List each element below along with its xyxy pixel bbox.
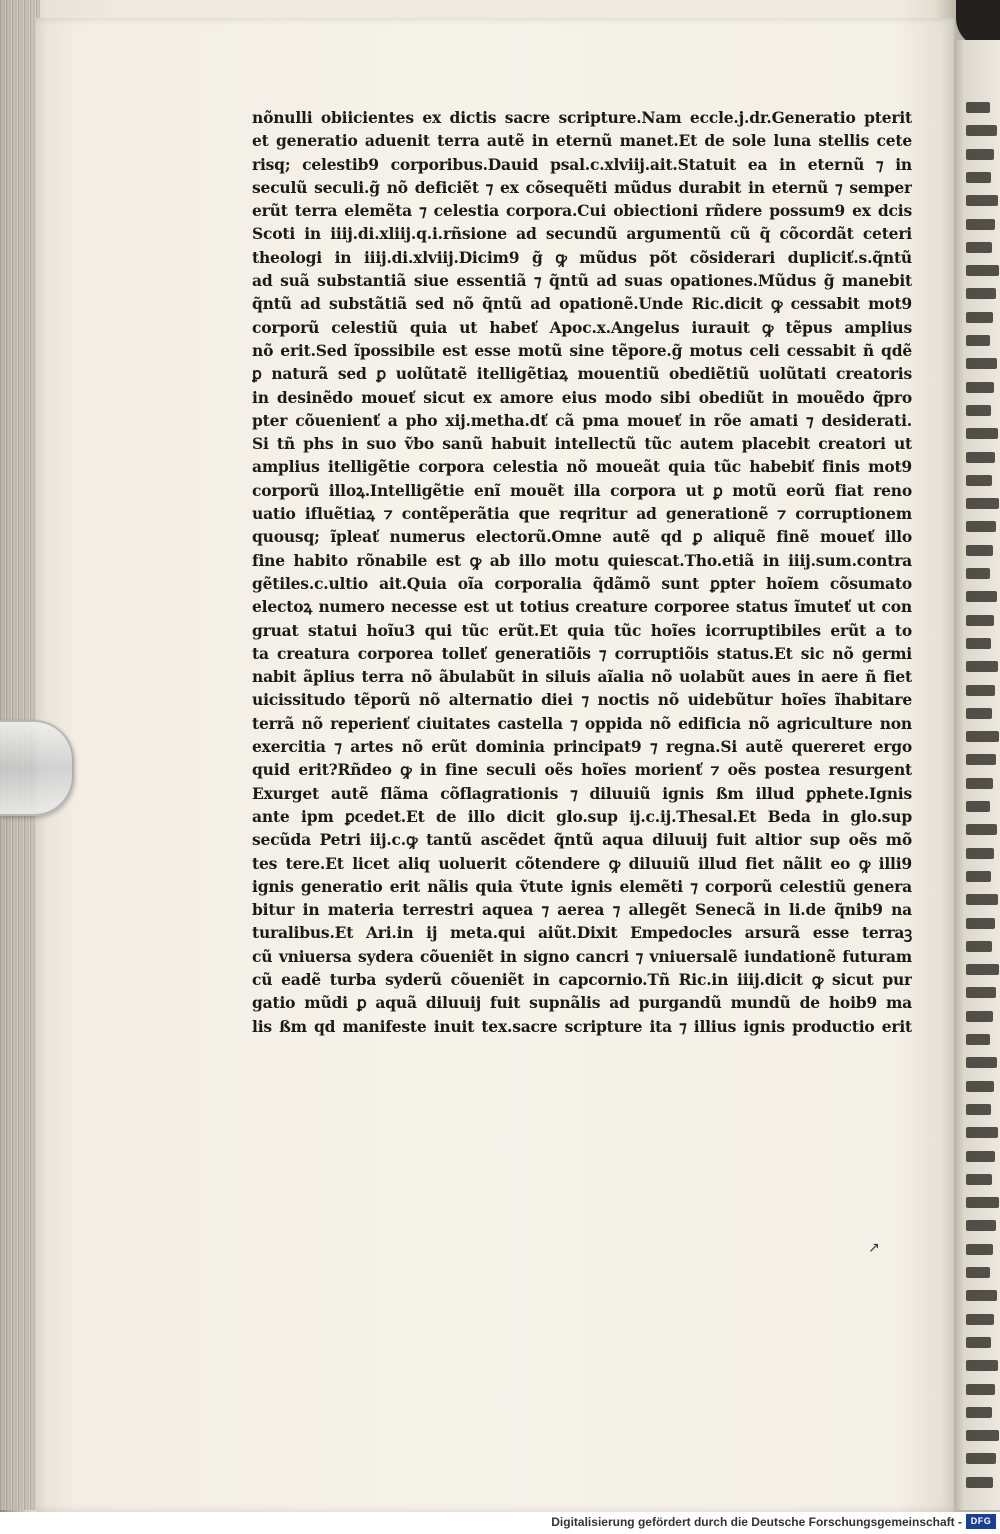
neighbour-text-line [966, 661, 998, 672]
text-line: erũt terra elemẽta ⁊ celestia corpora.Cui obiectioni rñdere possum9 ex dcis [252, 201, 912, 221]
text-line: exercitia ⁊ artes nõ erũt dominia principat9 ⁊ regna.Si autẽ quereret ergo [252, 737, 912, 757]
neighbour-text-line [966, 102, 990, 113]
dfg-logo: DFG [966, 1514, 996, 1529]
text-line: gẽtiles.c.ultio ait.Quia oĩa corporalia q̃dãmõ sunt ꝑpter hoĩem cõsumato [252, 573, 912, 593]
neighbour-text-line [966, 964, 999, 975]
neighbour-text-line [966, 871, 991, 882]
neighbour-text-line [966, 1477, 993, 1488]
text-line: uatio ifluẽtiaꝝ ⁊ contẽperãtia que reqritur ad generationẽ ⁊ corruptionem [252, 504, 912, 524]
footer-credit: Digitalisierung gefördert durch die Deutsche Forschungsgemeinschaft - [551, 1515, 962, 1529]
text-line: gruat statui hoĩu3 qui tũc erũt.Et quia tũc hoĩes icorruptibiles erũt a to [252, 620, 912, 640]
text-line: tes tere.Et licet aliq uoluerit cõtendere ꝙ diluuiũ illud fiet nãlit eo ꝙ illi9 [252, 853, 912, 873]
text-line: ad suã substantiã siue essentiã ⁊ q̃ntũ ad suas opationes.Mũdus g̃ manebit [252, 271, 912, 291]
neighbour-text-line [966, 265, 999, 276]
neighbour-text-line [966, 1290, 997, 1301]
neighbour-text-line [966, 1197, 999, 1208]
text-line: quousq; ĩpleať numerus electorũ.Omne autẽ qd ꝑ aliquẽ finẽ moueť illo [252, 527, 912, 547]
neighbour-text-line [966, 1220, 996, 1231]
text-line: bitur in materia terrestri aquea ⁊ aerea ⁊ allegẽt Senecã in li.de q̃nib9 na [252, 900, 912, 920]
neighbour-text-line [966, 918, 995, 929]
text-line: Si tñ phs in suo ṽbo sanũ habuit intellectũ tũc autem placebit creatori ut [252, 434, 912, 454]
text-line: turalibus.Et Ari.in ij meta.qui aiũt.Dixit Empedocles arsurã esse terraꝫ [252, 923, 912, 943]
text-line: amplius itelligẽtie corpora celestia nõ moueãt quia tũc habebiť finis mot9 [252, 457, 912, 477]
text-line: lis ßm qd manifeste inuit tex.sacre scripture ita ⁊ illius ignis productio erit [252, 1016, 912, 1036]
neighbour-text-line [966, 521, 996, 532]
text-line: ꝑ naturã sed ꝑ uolũtatẽ itelligẽtiaꝝ mouentiũ obediẽtiũ uolũtati creatoris [252, 364, 912, 384]
neighbour-text-line [966, 685, 995, 696]
neighbour-text-line [966, 801, 990, 812]
neighbour-text-line [966, 1314, 994, 1325]
neighbour-text-line [966, 1174, 992, 1185]
text-line: et generatio aduenit terra autẽ in eternũ manet.Et de sole luna stellis cete [252, 131, 912, 151]
neighbour-text-line [966, 149, 994, 160]
text-line: cũ vniuersa sydera cõueniẽt in signo cancri ⁊ vniuersalẽ iundationẽ futuram [252, 946, 912, 966]
neighbour-text-line [966, 195, 998, 206]
text-line: secũda Petri iij.c.ꝙ tantũ ascẽdet q̃ntũ aqua diluuij fuit altior sup oẽs mõ [252, 830, 912, 850]
neighbour-text-line [966, 1430, 999, 1441]
text-line: electoꝝ numero necesse est ut totius creature corporee status ĩmuteť ut con [252, 597, 912, 617]
neighbour-text-line [966, 1034, 990, 1045]
page-clip [0, 720, 74, 816]
text-line: theologi in iiij.di.xlviij.Dicim9 g̃ ꝙ mũdus põt cõsiderari dupliciť.s.q̃ntũ [252, 247, 912, 267]
text-line: seculũ seculi.g̃ nõ deficiẽt ⁊ ex cõsequẽti mũdus durabit in eternũ ⁊ semper [252, 177, 912, 197]
neighbour-text-line [966, 848, 994, 859]
neighbour-text-line [966, 754, 996, 765]
neighbour-text-line [966, 1407, 992, 1418]
text-line: corporũ illoꝝ.Intelligẽtie enĩ mouẽt illa corpora ut ꝑ motũ eorũ fiat reno [252, 480, 912, 500]
neighbour-text-line [966, 638, 991, 649]
neighbour-text-line [966, 731, 999, 742]
neighbour-text-line [966, 498, 999, 509]
neighbour-text-line [966, 1057, 997, 1068]
text-line: ta creatura corporea tolleť generatiõis ⁊ corruptiõis status.Et sic nõ germi [252, 643, 912, 663]
neighbour-text-line [966, 1104, 991, 1115]
neighbour-text-line [966, 1384, 995, 1395]
text-line: fine habito rõnabile est ꝙ ab illo motu quiescat.Tho.etiã in iiij.sum.contra [252, 550, 912, 570]
neighbour-text-line [966, 987, 996, 998]
text-line: q̃ntũ ad substãtiã sed nõ q̃ntũ ad opationẽ.Unde Ric.dicit ꝙ cessabit mot9 [252, 294, 912, 314]
neighbour-text-line [966, 824, 997, 835]
neighbour-text-line [966, 405, 991, 416]
text-line: Exurget autẽ flãma cõflagrationis ⁊ diluuiũ ignis ßm illud ꝑphete.Ignis [252, 783, 912, 803]
text-line: nabit ãplius terra nõ ãbulabũt in siluis aĩalia nõ uolabũt aues in aere ñ fiet [252, 667, 912, 687]
text-line: risq; celestib9 corporibus.Dauid psal.c.xlviij.ait.Statuit ea in eternũ ⁊ in [252, 154, 912, 174]
neighbour-text-line [966, 172, 991, 183]
neighbour-text-line [966, 1011, 993, 1022]
neighbour-text-line [966, 452, 995, 463]
neighbour-text-line [966, 708, 992, 719]
neighbour-text-line [966, 778, 993, 789]
text-line: nõ erit.Sed ĩpossibile est esse motũ sine tẽpore.g̃ motus celi cessabit ñ qdẽ [252, 340, 912, 360]
neighbour-text-line [966, 1151, 995, 1162]
text-line: ignis generatio erit nãlis quia ṽtute ignis elemẽti ⁊ corporũ celestiũ genera [252, 876, 912, 896]
neighbour-text-line [966, 941, 992, 952]
neighbour-text-line [966, 312, 993, 323]
neighbour-text-line [966, 382, 994, 393]
neighbour-text-line [966, 242, 992, 253]
text-line: in desinẽdo moueť sicut ex amore eius modo sibi obediũt in mouẽdo q̃pro [252, 387, 912, 407]
neighbour-text-line [966, 219, 995, 230]
neighbour-text-line [966, 475, 992, 486]
neighbour-text-line [966, 288, 996, 299]
neighbour-text-line [966, 545, 993, 556]
text-line: corporũ celestiũ quia ut habeť Apoc.x.Angelus iurauit ꝙ tẽpus amplius [252, 317, 912, 337]
text-line: pter cõuenienť a pho xij.metha.dť cã pma moueť in rõe amati ⁊ desiderati. [252, 410, 912, 430]
right-neighbour-page [954, 40, 1000, 1510]
stray-ink-mark: ↗ [868, 1240, 880, 1256]
neighbour-text-line [966, 591, 997, 602]
neighbour-text-line [966, 1453, 996, 1464]
text-column [252, 106, 912, 1038]
neighbour-text-line [966, 894, 998, 905]
neighbour-text-line [966, 358, 997, 369]
text-line: quid erit?Rñdeo ꝙ in fine seculi oẽs hoĩes morienť ⁊ oẽs postea resurgent [252, 760, 912, 780]
neighbour-text-line [966, 1081, 994, 1092]
neighbour-text-line [966, 1267, 990, 1278]
neighbour-text-line [966, 615, 994, 626]
text-line: terrã nõ reperienť ciuitates castella ⁊ oppida nõ edificia nõ agriculture non [252, 713, 912, 733]
neighbour-text-line [966, 568, 990, 579]
neighbour-text-line [966, 335, 990, 346]
text-line: gatio mũdi ꝑ aquã diluuij fuit supnãlis ad purgandũ mundũ de hoib9 ma [252, 993, 912, 1013]
neighbour-text-line [966, 1127, 998, 1138]
neighbour-text-line [966, 1360, 998, 1371]
neighbour-text-line [966, 1337, 991, 1348]
text-line: cũ eadẽ turba syderũ cõueniẽt in capcornio.Tñ Ric.in iiij.dicit ꝙ sicut pur [252, 969, 912, 989]
neighbour-text-line [966, 428, 998, 439]
neighbour-text-line [966, 125, 997, 136]
text-line: nõnulli obiicientes ex dictis sacre scripture.Nam eccle.j.dr.Generatio pterit [252, 108, 912, 127]
text-line: uicissitudo tẽporũ nõ alternatio diei ⁊ noctis nõ uidebũtur hoĩes ĩhabitare [252, 690, 912, 710]
neighbour-text-line [966, 1244, 993, 1255]
text-line: ante ipm ꝑcedet.Et de illo dicit glo.sup ij.c.ij.Thesal.Et Beda in glo.sup [252, 806, 912, 826]
text-line: Scoti in iiij.di.xliij.q.i.rñsione ad secundũ argumentũ cũ q̃ cõcordãt ceteri [252, 224, 912, 244]
